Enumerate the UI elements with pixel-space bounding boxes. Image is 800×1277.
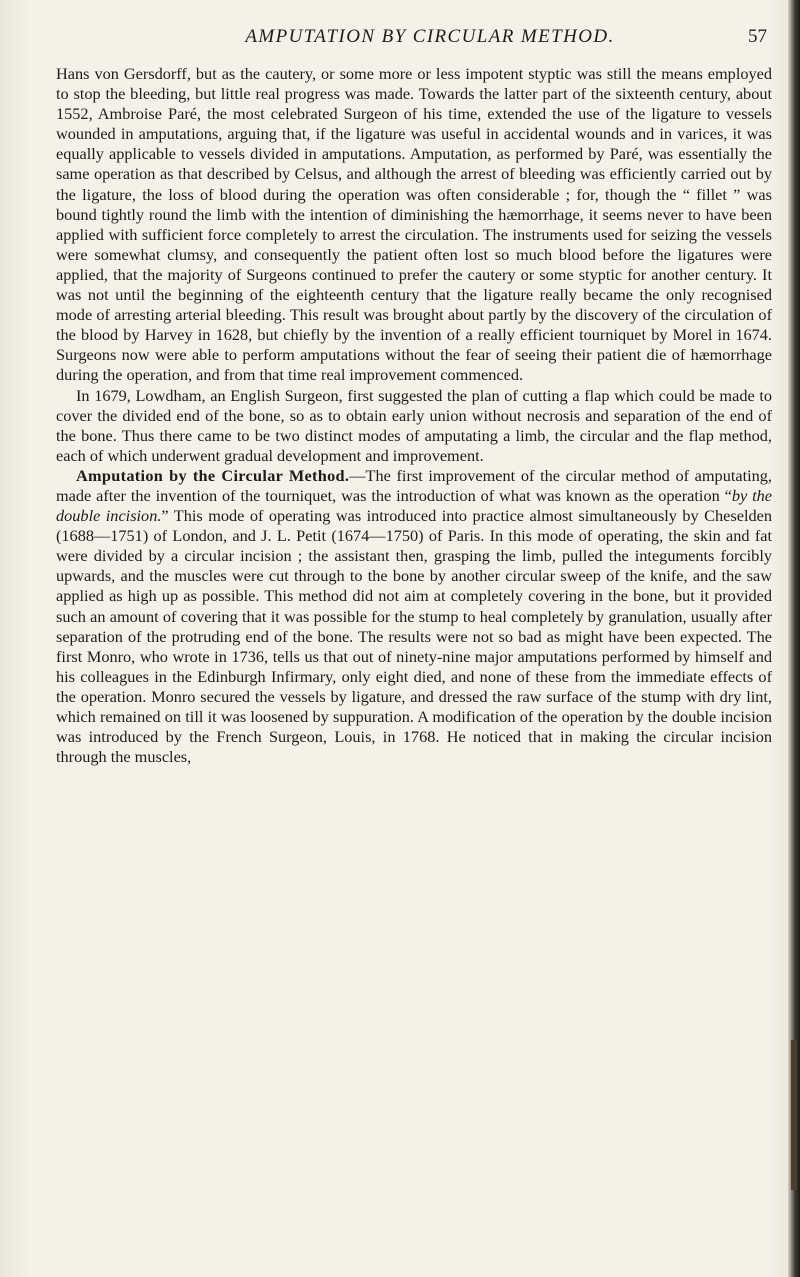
section-heading: Amputation by the Circular Method.	[76, 465, 350, 485]
body-text	[56, 64, 772, 767]
italic-term: by the double incision.	[56, 485, 773, 526]
paragraph-text: —The first improvement of the circular method of amputating, made after the invention of the tourniquet, was the introduction of what was known as the operation “	[56, 465, 772, 505]
paragraph-text: ” This mode of operating was introduced into practice almost simultaneously by Cheselden (1688—1751) of London, and J. L. Petit (1674—1750) of Paris. In this mode of operating, the skin and fat were divided by a circular incision ; the assistant then, grasping the limb, pulled the integuments forcibly upwards, and the muscles were cut through to the bone by another circular sweep of the knife, and the saw applied as high up as possible. This method did not aim at completely covering in the bone, but it provided such an amount of covering that it was possible for the stump to heal completely by granulation, usually after separation of the protruding end of the bone. The results were not so bad as might have been expected. The first Monro, who wrote in 1736, tells us that out of ninety-nine major amputations performed by himself and his colleagues in the Edinburgh Infirmary, only eight died, and none of these from the immediate effects of the operation. Monro secured the vessels by ligature, and dressed the raw surface of the stump with dry lint, which remained on till it was loosened by suppuration. A modification of the operation by the double incision was introduced by the French Surgeon, Louis, in 1768. He noticed that in making the circular incision through the muscles,	[56, 506, 772, 767]
page-number: 57	[748, 26, 767, 47]
page-edge-mark	[791, 1040, 797, 1190]
paragraph: In 1679, Lowdham, an English Surgeon, first suggested the plan of cutting a flap which could be made to cover the divided end of the bone, so as to obtain early union without necrosis and separation of the end of the bone. Thus there came to be two distinct modes of amputating a limb, the circular and the flap method, each of which underwent gradual development and improvement.	[56, 385, 772, 465]
paragraph: Hans von Gersdorff, but as the cautery, or some more or less impotent styptic was still the means employed to stop the bleeding, but little real progress was made. Towards the latter part of the sixteenth century, about 1552, Ambroise Paré, the most celebrated Surgeon of his time, extended the use of the ligature to vessels wounded in amputations, arguing that, if the ligature was useful in accidental wounds and in varices, it was equally applicable to vessels divided in amputations. Amputation, as performed by Paré, was essentially the same operation as that described by Celsus, and although the arrest of bleeding was efficiently carried out by the ligature, the loss of blood during the operation was often considerable ; for, though the “ fillet ” was bound tightly round the limb with the intention of diminishing the hæmorrhage, it seems never to have been applied with sufficient force completely to arrest the circulation. The instruments used for seizing the vessels were somewhat clumsy, and consequently the patient often lost so much blood before the ligatures were applied, that the majority of Surgeons continued to prefer the cautery or some styptic for another century. It was not until the beginning of the eighteenth century that the ligature really became the only recognised mode of arresting arterial bleeding. This result was brought about partly by the discovery of the circulation of the blood by Harvey in 1628, but chiefly by the invention of a really efficient tourniquet by Morel in 1674. Surgeons now were able to perform amputations without the fear of seeing their patient die of hæmorrhage during the operation, and from that time real improvement commenced.	[56, 64, 772, 385]
running-title: AMPUTATION BY CIRCULAR METHOD.	[245, 26, 615, 47]
paragraph	[56, 466, 772, 767]
